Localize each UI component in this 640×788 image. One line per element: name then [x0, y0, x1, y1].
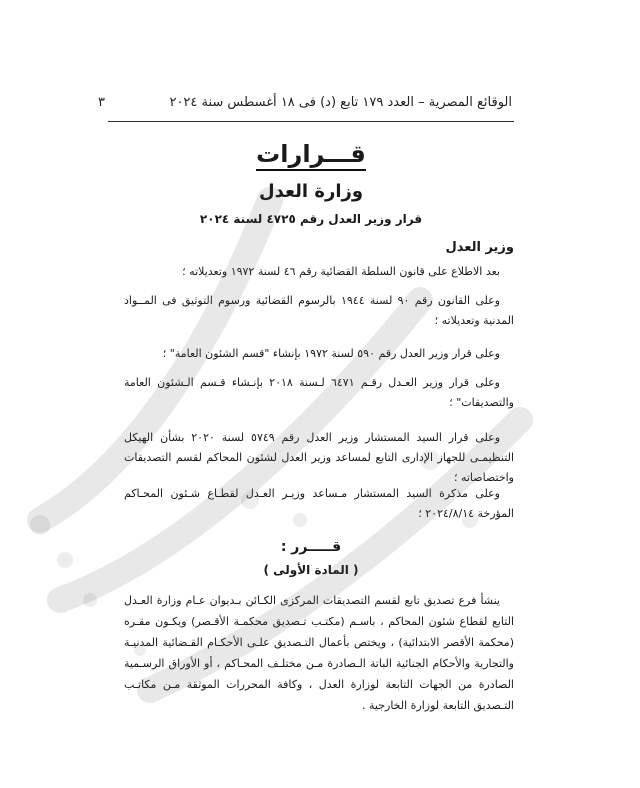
preamble-clause: وعلى قرار وزير العـدل رقـم ٦٤٧١ لـسنة ٢٠١٨ بإنـشاء قـسم الـشئون العامة والتصديقات" ؛: [124, 376, 514, 409]
article-text: ينشأ فرع تصديق تابع لقسم التصديقات المركزى الكـائن بـديوان عـام وزارة العـدل التابع لقطاع شئون المحاكم ، باسـم (مكتـب تـصديق محكمـة الأقـصر) ويكـون مقـره (محكمة الأقصر الابتدائية) ، ويختص بأعمال التـصديق علـى الأحكـام القـضائية المدنيـة والتجارية والأحكام الجنائية الباتة الـصادرة مـن مختلـف المحـاكم ، أو الأوراق الرسـمية الصادرة من الجهات التابعة لوزارة العدل ، وكافة المحررات الموثقة مـن مكاتـب التـصديق التابعة لوزارة الخارجية .: [124, 594, 514, 712]
header-rule: [108, 121, 514, 122]
preamble-clause: وعلى قرار وزير العدل رقم ٥٩٠ لسنة ١٩٧٢ بإنشاء "قسم الشئون العامة" ؛: [162, 347, 500, 360]
preamble-clause: وعلى القانون رقم ٩٠ لسنة ١٩٤٤ بالرسوم القضائية ورسوم التوثيق فى المــواد المدنية وتعديلاته ؛: [124, 294, 514, 327]
ministry-name: وزارة العدل: [258, 181, 364, 202]
issuer-heading: وزير العدل: [445, 240, 514, 255]
section-title: قـــرارات: [108, 140, 514, 168]
decided-label: قـــــرر :: [280, 539, 342, 555]
preamble-clause: بعد الاطلاع على قانون السلطة القضائية رقم ٤٦ لسنة ١٩٧٢ وتعديلاته ؛: [182, 265, 500, 278]
page-number: ٣: [98, 95, 105, 110]
article-label: ( المادة الأولى ): [263, 563, 359, 577]
page-header: [98, 95, 512, 110]
preamble-clause: وعلى قرار السيد المستشار وزير العدل رقم ٥٧٤٩ لسنة ٢٠٢٠ بشأن الهيكل التنظيمـى للجهاز الإدارى التابع لمساعد وزير العدل لشئون المحاكم لقسم التصديقات واختصاصاته ؛: [124, 431, 514, 484]
preamble-clause: وعلى مذكرة السيد المستشار مـساعد وزيـر العـدل لقطـاع شـئون المحـاكم المؤرخة ٢٠٢٤/٨/١٤ ؛: [124, 487, 514, 520]
decree-title: قرار وزير العدل رقم ٤٧٢٥ لسنة ٢٠٢٤: [199, 212, 423, 226]
header-text: الوقائع المصرية – العدد ١٧٩ تابع (د) فى ١٨ أغسطس سنة ٢٠٢٤: [169, 95, 512, 110]
